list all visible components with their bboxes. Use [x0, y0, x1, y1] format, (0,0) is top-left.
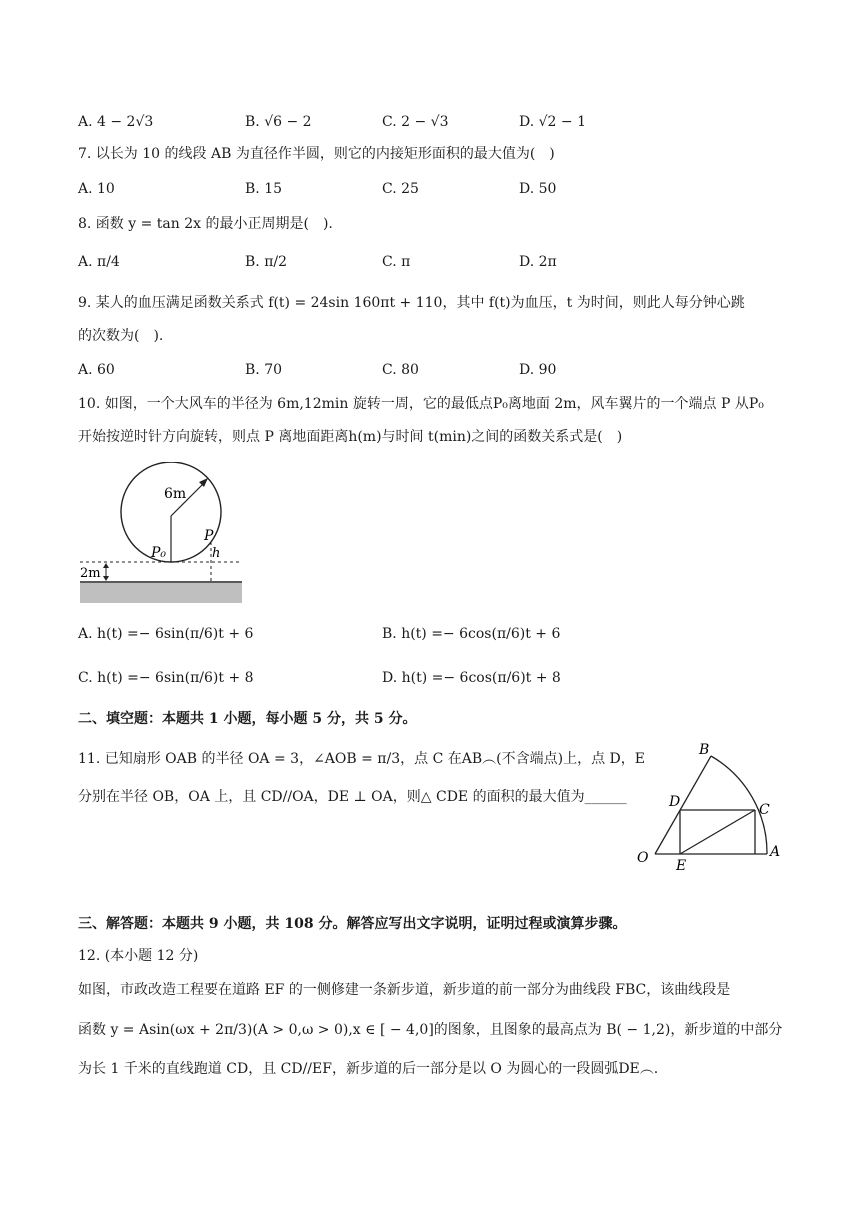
q7-option-b: B. 15 — [245, 181, 283, 197]
section2-heading: 二、填空题：本题共 1 小题，每小题 5 分，共 5 分。 — [78, 711, 417, 727]
segment-ce — [680, 810, 755, 854]
q12-line1: 如图，市政改造工程要在道路 EF 的一侧修建一条新步道，新步道的前一部分为曲线段 FBC，该曲线段是 — [78, 982, 731, 998]
q8-option-d: D. 2π — [519, 254, 557, 270]
label-o: O — [637, 850, 649, 866]
q9-stem-line2: 的次数为( ). — [78, 328, 164, 344]
q10-stem-line1: 10. 如图，一个大风车的半径为 6m,12min 旋转一周，它的最低点P₀离地面 2m，风车翼片的一个端点 P 从P₀ — [78, 396, 764, 412]
sector-figure — [633, 738, 785, 872]
q11-stem-line1: 11. 已知扇形 OAB 的半径 OA = 3，∠AOB = π/3，点 C 在AB︵(不含端点)上，点 D，E — [78, 751, 645, 767]
q9-option-b: B. 70 — [245, 362, 283, 378]
q7-option-d: D. 50 — [519, 181, 557, 197]
p0-label: P₀ — [151, 545, 167, 561]
radius-ob — [655, 756, 711, 854]
q7-option-a: A. 10 — [78, 181, 115, 197]
q6-option-b: B. √6 − 2 — [245, 114, 312, 130]
q9-stem-line1: 9. 某人的血压满足函数关系式 f(t) = 24sin 160πt + 110，其中 f(t)为血压，t 为时间，则此人每分钟心跳 — [78, 295, 745, 311]
q8-option-b: B. π/2 — [245, 254, 288, 270]
windmill-figure — [78, 462, 248, 604]
p-label: P — [204, 528, 214, 544]
arrowhead-icon — [199, 478, 208, 487]
q8-option-a: A. π/4 — [78, 254, 120, 270]
label-e: E — [676, 858, 687, 872]
section3-heading: 三、解答题：本题共 9 小题，共 108 分。解答应写出文字说明，证明过程或演算步骤。 — [78, 916, 627, 932]
gap-arrow-up-icon — [103, 563, 109, 568]
q6-option-a: A. 4 − 2√3 — [78, 114, 154, 130]
label-c: C — [759, 802, 770, 818]
q10-option-c: C. h(t) =− 6sin(π/6)t + 8 — [78, 670, 254, 686]
q12-line2: 函数 y = Asin(ωx + 2π/3)(A > 0,ω > 0),x ∈ [ − 4,0]的图象，且图象的最高点为 B( − 1,2)，新步道的中部分 — [78, 1022, 783, 1038]
q8-stem: 8. 函数 y = tan 2x 的最小正周期是( ). — [78, 216, 333, 232]
q10-stem-line2: 开始按逆时针方向旋转，则点 P 离地面距离h(m)与时间 t(min)之间的函数关系式是( ) — [78, 429, 623, 445]
q12-header: 12. (本小题 12 分) — [78, 948, 199, 964]
q10-option-a: A. h(t) =− 6sin(π/6)t + 6 — [78, 626, 254, 642]
q8-option-c: C. π — [382, 254, 411, 270]
q9-option-c: C. 80 — [382, 362, 419, 378]
q9-option-d: D. 90 — [519, 362, 557, 378]
q7-stem: 7. 以长为 10 的线段 AB 为直径作半圆，则它的内接矩形面积的最大值为( ) — [78, 146, 555, 162]
gap-arrow-down-icon — [103, 576, 109, 581]
label-b: B — [699, 742, 710, 758]
ground-shade — [80, 583, 242, 603]
radius-label: 6m — [164, 486, 187, 502]
q10-option-d: D. h(t) =− 6cos(π/6)t + 8 — [382, 670, 561, 686]
label-a: A — [770, 844, 781, 860]
q10-option-b: B. h(t) =− 6cos(π/6)t + 6 — [382, 626, 561, 642]
q12-line3: 为长 1 千米的直线跑道 CD，且 CD//EF，新步道的后一部分是以 O 为圆心的一段圆弧DE︵. — [78, 1061, 659, 1077]
label-d: D — [669, 794, 681, 810]
q7-option-c: C. 25 — [382, 181, 419, 197]
ground-gap-label: 2m — [80, 566, 101, 581]
q11-stem-line2: 分别在半径 OB，OA 上，且 CD//OA，DE ⊥ OA，则△ CDE 的面积的最大值为______ — [78, 789, 627, 805]
q6-option-c: C. 2 − √3 — [382, 114, 449, 130]
q6-option-d: D. √2 − 1 — [519, 114, 586, 130]
q9-option-a: A. 60 — [78, 362, 115, 378]
h-label: h — [212, 546, 221, 561]
